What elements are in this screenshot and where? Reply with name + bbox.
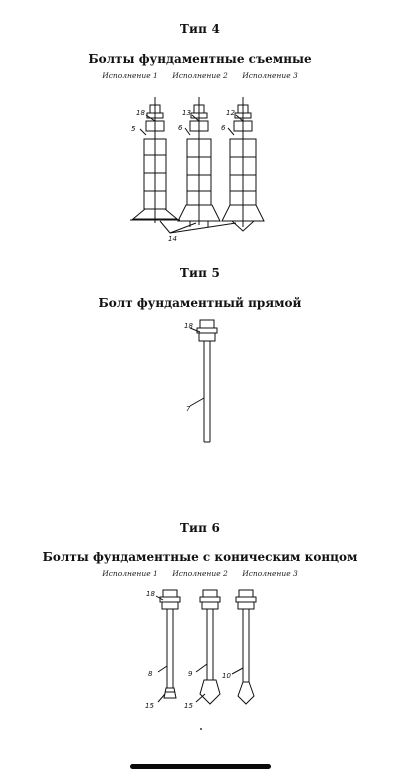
bolt5-nut-top — [200, 320, 214, 328]
page-mark — [200, 728, 202, 730]
type6-drawing — [0, 584, 400, 734]
type6-callout-15a: 15 — [145, 702, 154, 710]
type6-callout-9: 9 — [188, 670, 193, 678]
type6-callout-10: 10 — [222, 672, 231, 680]
type4-variant-1: Исполнение 1 — [102, 71, 158, 80]
type6-variant-1: Исполнение 1 — [102, 569, 158, 578]
type4-callout-5: 5 — [131, 125, 136, 133]
type4-heading: Тип 4 — [179, 22, 221, 36]
type4-variants — [0, 71, 400, 80]
type5-drawing — [0, 314, 400, 454]
type4-title: Болты фундаментные съемные — [88, 52, 312, 66]
bolt6c-cone — [238, 682, 254, 704]
home-indicator[interactable] — [130, 764, 271, 769]
type5-heading: Тип 5 — [179, 266, 221, 280]
type6-callout-15b: 15 — [184, 702, 193, 710]
type4-variant-2: Исполнение 2 — [172, 71, 228, 80]
bolt6b-cone — [200, 680, 220, 704]
type4-callout-12: 12 — [226, 109, 235, 117]
type6-heading: Тип 6 — [179, 521, 221, 535]
type4-variant-3: Исполнение 3 — [242, 71, 298, 80]
type4-callout-6a: 6 — [178, 124, 183, 132]
type5-callout-7: 7 — [186, 405, 191, 413]
type6-callout-18: 18 — [146, 590, 155, 598]
type4-callout-6b: 6 — [221, 124, 226, 132]
type5-callout-18: 18 — [184, 322, 193, 330]
bolt5-nut — [199, 333, 215, 341]
type4-callout-14: 14 — [168, 235, 177, 243]
type6-variants — [0, 569, 400, 578]
type4-callout-18: 18 — [136, 109, 145, 117]
type6-title: Болты фундаментные с коническим концом — [42, 550, 358, 564]
type4-callout-13: 13 — [182, 109, 191, 117]
type5-title: Болт фундаментный прямой — [98, 296, 302, 310]
type6-variant-3: Исполнение 3 — [242, 569, 298, 578]
bolt6a-cone — [164, 688, 176, 698]
type6-callout-8: 8 — [148, 670, 153, 678]
type4-drawing — [0, 95, 400, 255]
bolt5-washer — [197, 328, 217, 333]
type6-variant-2: Исполнение 2 — [172, 569, 228, 578]
